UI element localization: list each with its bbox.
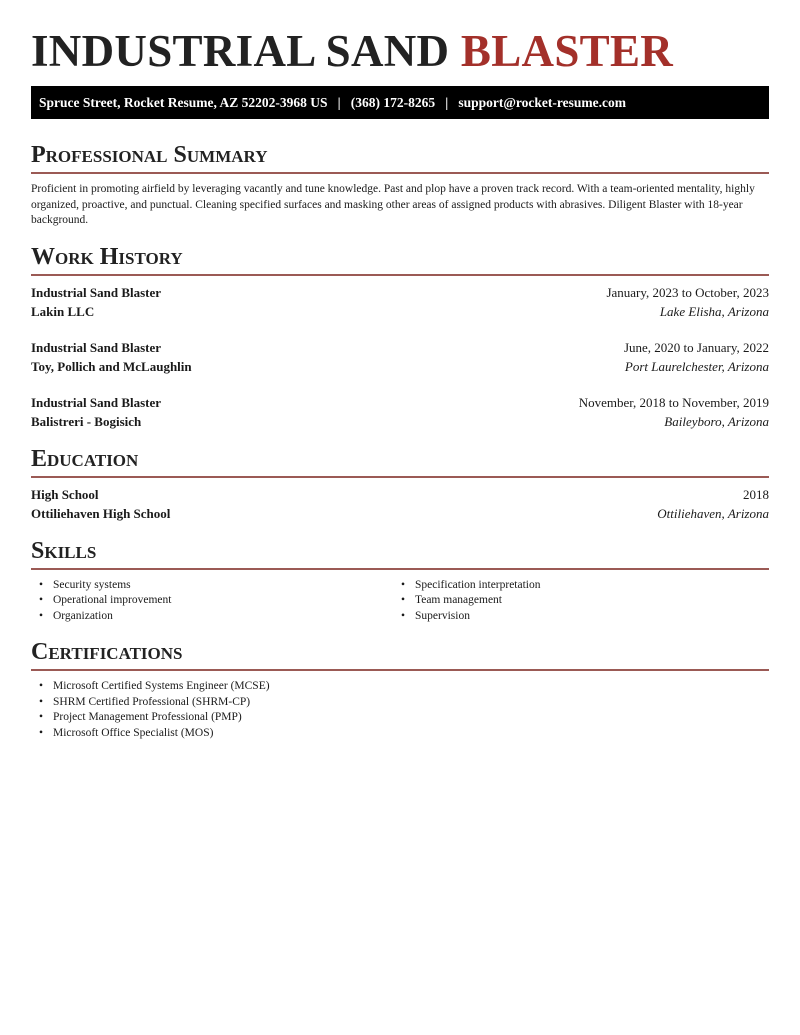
education-section — [31, 445, 769, 523]
contact-bar: Spruce Street, Rocket Resume, AZ 52202-3968 US | (368) 172-8265 | support@rocket-resume.com — [31, 86, 769, 119]
title-accent: BLASTER — [460, 26, 674, 76]
certifications-section — [31, 638, 769, 741]
name-title: INDUSTRIAL SAND BLASTER — [31, 26, 674, 76]
job-entry: Industrial Sand Blaster November, 2018 to November, 2019 Balistreri - Bogisich Baileyboro, Arizona — [31, 394, 769, 429]
skills-list-left: • Security systems • Operational improvement • Organization — [31, 578, 393, 625]
phone: (368) 172-8265 — [350, 95, 436, 110]
section-heading: Certifications — [31, 639, 183, 665]
summary-text: Proficient in promoting airfield by leveraging vacantly and tune knowledge. Past and plop have a proven track record. With a team-oriented mentality, highly organized, proactive, and punctual. Cleaning specified surfaces and masking other areas of assigned products with abrasives. Diligent Blaster with 18-year background. — [31, 183, 755, 226]
job-entry: Industrial Sand Blaster January, 2023 to October, 2023 Lakin LLC Lake Elisha, Arizona — [31, 284, 769, 319]
divider — [31, 669, 769, 671]
section-heading: Professional Summary — [31, 142, 268, 168]
section-heading: Education — [31, 445, 139, 472]
address: Spruce Street, Rocket Resume, AZ 52202-3968 US — [39, 95, 328, 110]
section-heading: Skills — [31, 537, 97, 564]
email[interactable]: support@rocket-resume.com — [458, 95, 626, 110]
divider — [31, 172, 769, 174]
certifications-list: • Microsoft Certified Systems Engineer (MCSE) • SHRM Certified Professional (SHRM-CP) • Project Management Professional (PMP) • Microsoft Office Specialist (MOS) — [31, 679, 769, 741]
work-section — [31, 243, 769, 431]
education-entry: High School 2018 Ottiliehaven High School Ottiliehaven, Arizona — [31, 486, 769, 521]
resume — [31, 0, 769, 741]
job-entry: Industrial Sand Blaster June, 2020 to January, 2022 Toy, Pollich and McLaughlin Port Laurelchester, Arizona — [31, 339, 769, 374]
skills-section — [31, 537, 769, 625]
divider — [31, 476, 769, 478]
section-heading: Work History — [31, 243, 183, 270]
summary-section — [31, 141, 769, 229]
divider — [31, 274, 769, 276]
skills-list-right: • Specification interpretation • Team management • Supervision — [393, 578, 755, 625]
